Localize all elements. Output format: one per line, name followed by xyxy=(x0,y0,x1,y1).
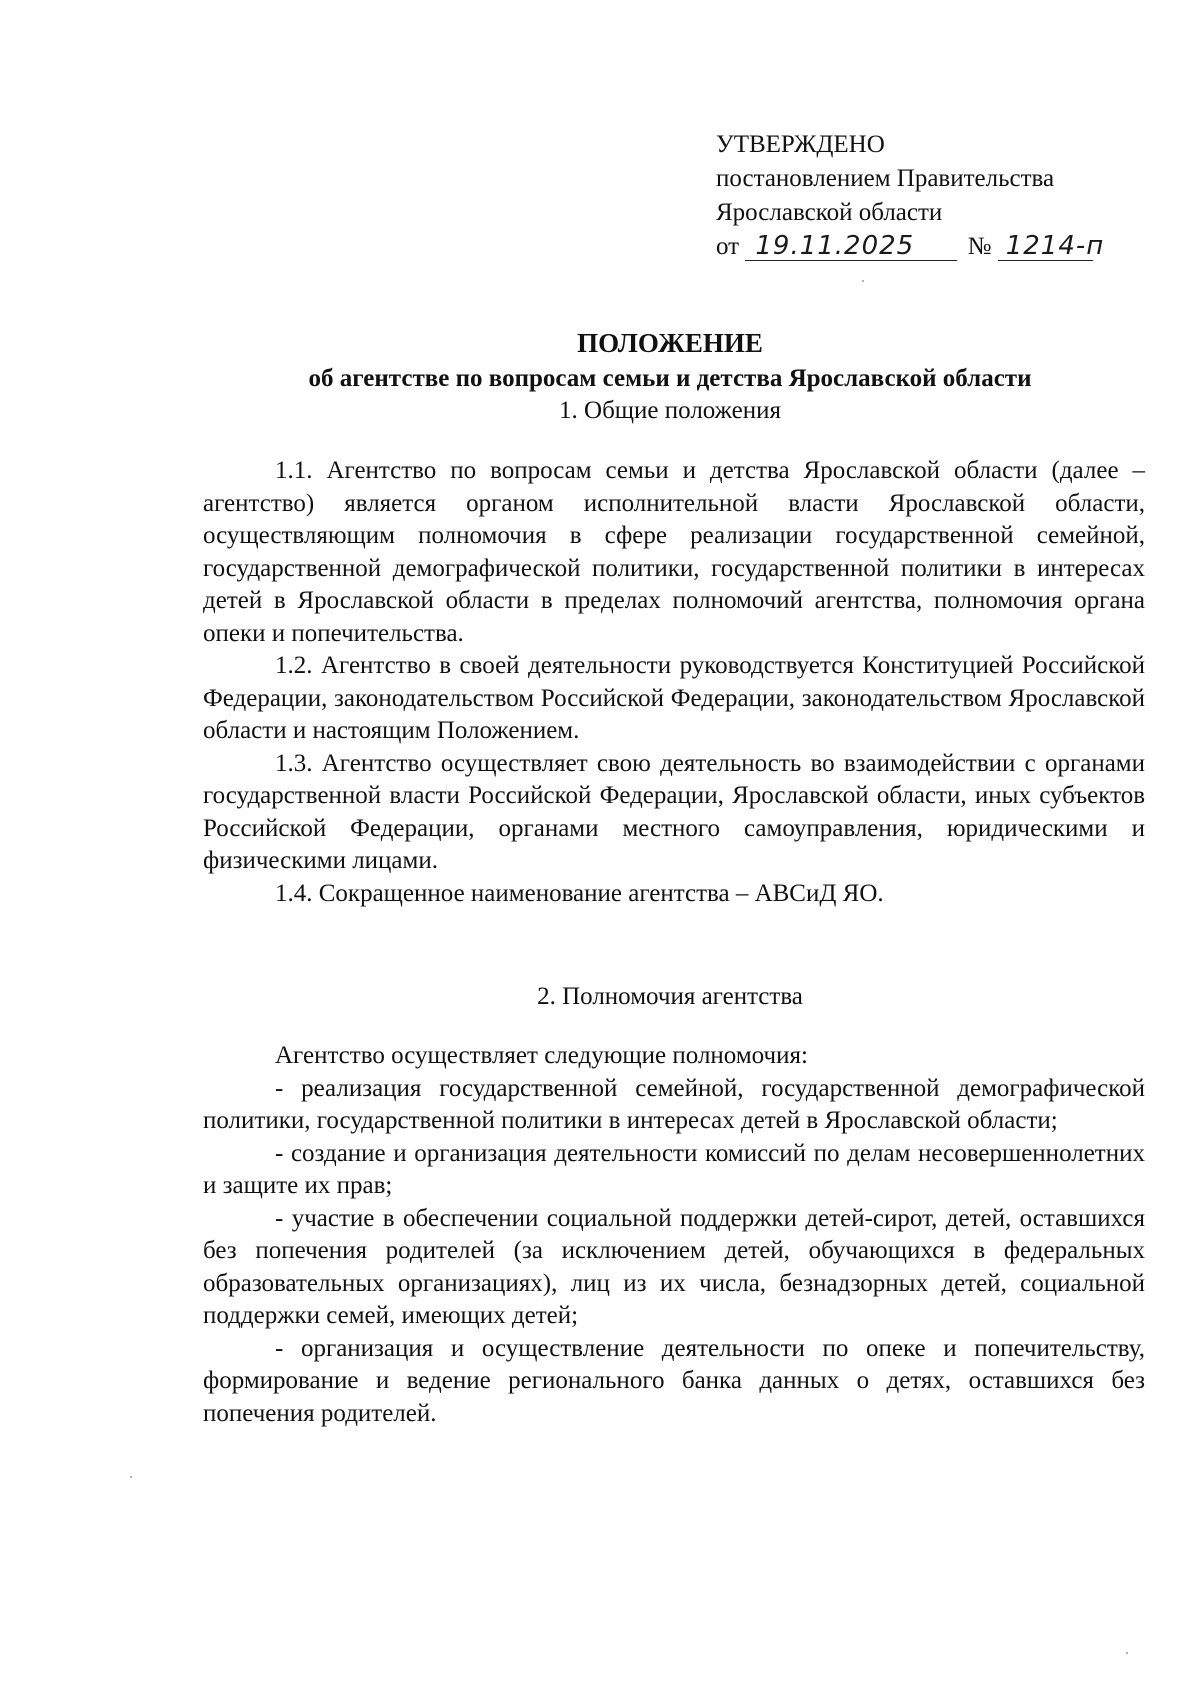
document-title: ПОЛОЖЕНИЕ xyxy=(577,328,763,358)
power-item-1: - реализация государственной семейной, государственной демографической политики, государственной политики в интересах детей в Ярославской области; xyxy=(203,1074,1145,1134)
section-2-heading: 2. Полномочия агентства xyxy=(537,983,803,1010)
number-prefix: № xyxy=(967,233,992,260)
approval-line-1: постановлением Правительства xyxy=(716,165,1055,192)
handwritten-date: 19.11.2025 xyxy=(745,231,957,261)
section-2-body xyxy=(203,1040,1145,1430)
section-1-heading: 1. Общие положения xyxy=(559,397,781,424)
document-subtitle: об агентстве по вопросам семьи и детства Ярославской области xyxy=(308,365,1032,392)
paragraph-1-4: 1.4. Сокращенное наименование агентства – АВСиД ЯО. xyxy=(275,879,884,907)
power-item-4: - организация и осуществление деятельности по опеке и попечительству, формирование и ведение регионального банка данных о детях, оставшихся без попечения родителей. xyxy=(203,1334,1145,1427)
paragraph-1-3: 1.3. Агентство осуществляет свою деятельность во взаимодействии с органами государственной власти Российской Федерации, Ярославской области, иных субъектов Российской Федерации, органами местного самоуправления, юридическими и физическими лицами. xyxy=(203,749,1145,874)
approval-stamp-block xyxy=(716,128,1176,264)
power-item-3: - участие в обеспечении социальной поддержки детей-сирот, детей, оставшихся без попечения родителей (за исключением детей, обучающихся в федеральных образовательных организациях), лиц из их числа, безнадзорных детей, социальной поддержки семей, имеющих детей; xyxy=(203,1204,1145,1329)
approval-line-2: Ярославской области xyxy=(716,199,943,226)
section-2-intro: Агентство осуществляет следующие полномочия: xyxy=(275,1042,808,1069)
date-prefix: от xyxy=(716,233,740,260)
section-1-body xyxy=(203,455,1145,910)
approval-label: УТВЕРЖДЕНО xyxy=(716,131,885,158)
approval-date-number-line xyxy=(716,230,1176,264)
paragraph-1-1: 1.1. Агентство по вопросам семьи и детства Ярославской области (далее – агентство) является органом исполнительной власти Ярославской области, осуществляющим полномочия в сфере реализации государственной семейной, государственной демографической политики, государственной политики в интересах детей в Ярославской области в пределах полномочий агентства, полномочия органа опеки и попечительства. xyxy=(203,457,1145,647)
paragraph-1-2: 1.2. Агентство в своей деятельности руководствуется Конституцией Российской Федерации, законодательством Российской Федерации, законодательством Ярославской области и настоящим Положением. xyxy=(203,652,1145,744)
scan-speck xyxy=(862,280,864,282)
scan-speck xyxy=(130,1476,132,1478)
power-item-2: - создание и организация деятельности комиссий по делам несовершеннолетних и защите их прав; xyxy=(203,1139,1145,1199)
handwritten-number: 1214-п xyxy=(998,231,1093,261)
scan-speck xyxy=(1126,1652,1128,1654)
